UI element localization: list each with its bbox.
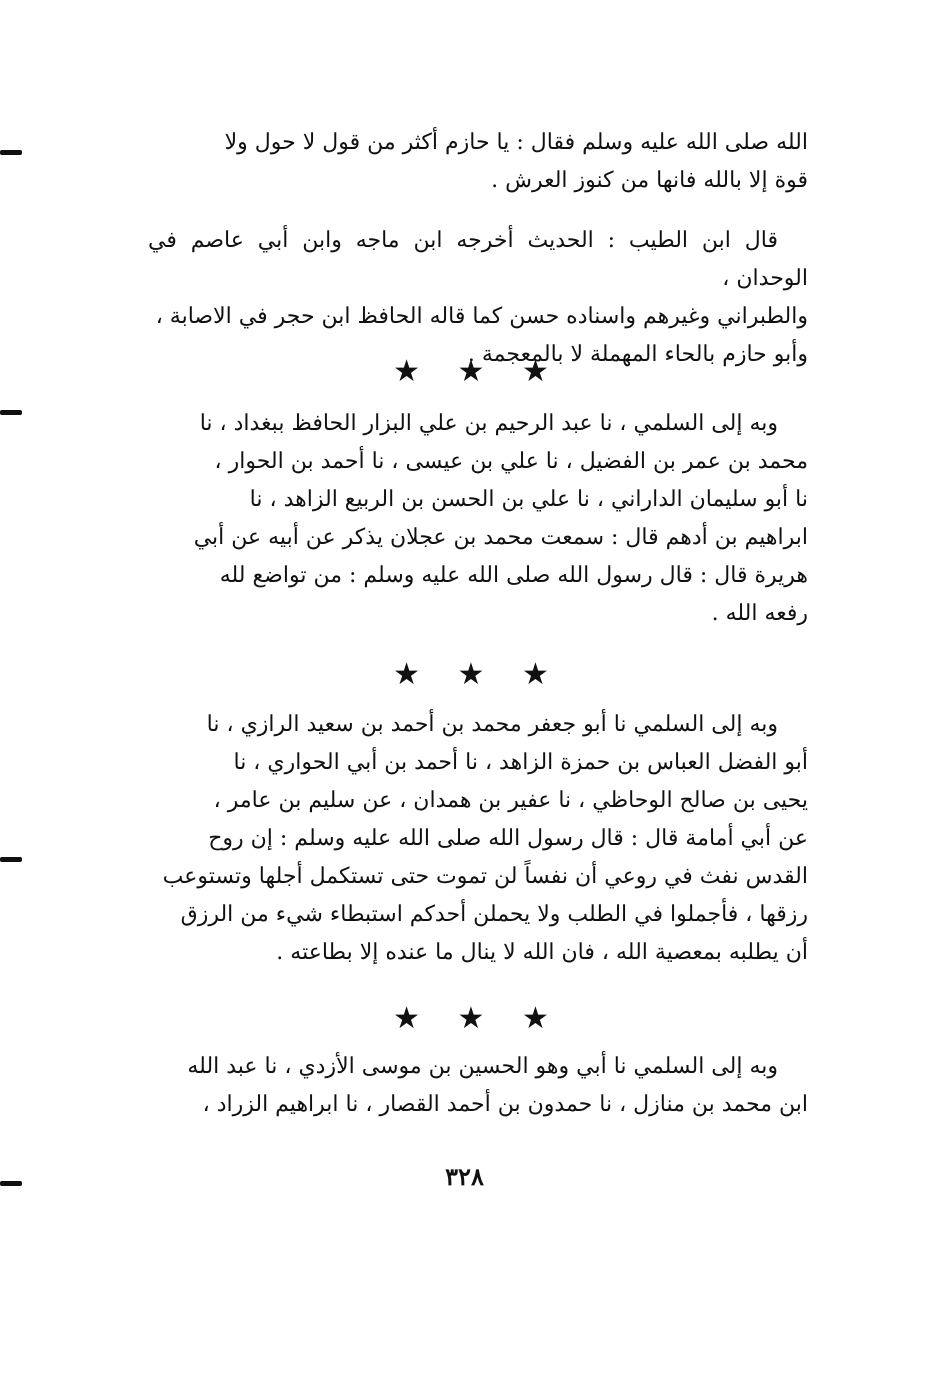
text-line: قال ابن الطيب : الحديث أخرجه ابن ماجه وابن أبي عاصم في الوحدان ، [148,228,808,291]
text-line: عن أبي أمامة قال : قال رسول الله صلى الله عليه وسلم : إن روح [208,826,808,851]
text-line: الله صلى الله عليه وسلم فقال : يا حازم أكثر من قول لا حول ولا [224,130,808,155]
text-line: نا أبو سليمان الداراني ، نا علي بن الحسن بن الربيع الزاهد ، نا [249,487,808,512]
text-line: محمد بن عمر بن الفضيل ، نا علي بن عيسى ، نا أحمد بن الحوار ، [214,449,808,474]
margin-mark [0,150,22,155]
star-separator: ★ ★ ★ [393,354,563,389]
text-line: أن يطلبه بمعصية الله ، فان الله لا ينال ما عنده إلا بطاعته . [276,940,808,965]
text-line: وبه إلى السلمي نا أبو جعفر محمد بن أحمد بن سعيد الرازي ، نا [206,712,778,737]
text-line: وبه إلى السلمي ، نا عبد الرحيم بن علي البزار الحافظ ببغداد ، نا [199,411,778,436]
text-line: ابن محمد بن منازل ، نا حمدون بن أحمد القصار ، نا ابراهيم الزراد ، [202,1092,808,1117]
text-line: القدس نفث في روعي أن نفساً لن تموت حتى تستكمل أجلها وتستوعب [162,864,808,889]
page-number: ٣٢٨ [445,1162,484,1191]
text-line: وأبو حازم بالحاء المهملة لا بالمعجمة . [467,342,808,367]
text-line: والطبراني وغيرهم واسناده حسن كما قاله الحافظ ابن حجر في الاصابة ، [155,304,808,329]
paragraph-1 [148,124,808,200]
star-separator: ★ ★ ★ [393,657,563,692]
paragraph-3 [148,405,808,633]
text-line: ابراهيم بن أدهم قال : سمعت محمد بن عجلان يذكر عن أبيه عن أبي [193,525,808,550]
text-line: قوة إلا بالله فانها من كنوز العرش . [491,168,808,193]
paragraph-5 [148,1048,808,1124]
paragraph-2 [148,222,808,374]
text-line: وبه إلى السلمي نا أبي وهو الحسين بن موسى الأزدي ، نا عبد الله [187,1054,778,1079]
text-line: أبو الفضل العباس بن حمزة الزاهد ، نا أحمد بن أبي الحواري ، نا [233,750,808,775]
margin-mark [0,857,22,862]
text-line: رزقها ، فأجملوا في الطلب ولا يحملن أحدكم استبطاء شيء من الرزق [180,902,808,927]
paragraph-4 [148,706,808,972]
margin-mark [0,410,22,415]
text-line: هريرة قال : قال رسول الله صلى الله عليه وسلم : من تواضع لله [219,563,808,588]
text-line: يحيى بن صالح الوحاظي ، نا عفير بن همدان ، عن سليم بن عامر ، [213,788,808,813]
text-line: رفعه الله . [711,601,808,626]
star-separator: ★ ★ ★ [393,1001,563,1036]
